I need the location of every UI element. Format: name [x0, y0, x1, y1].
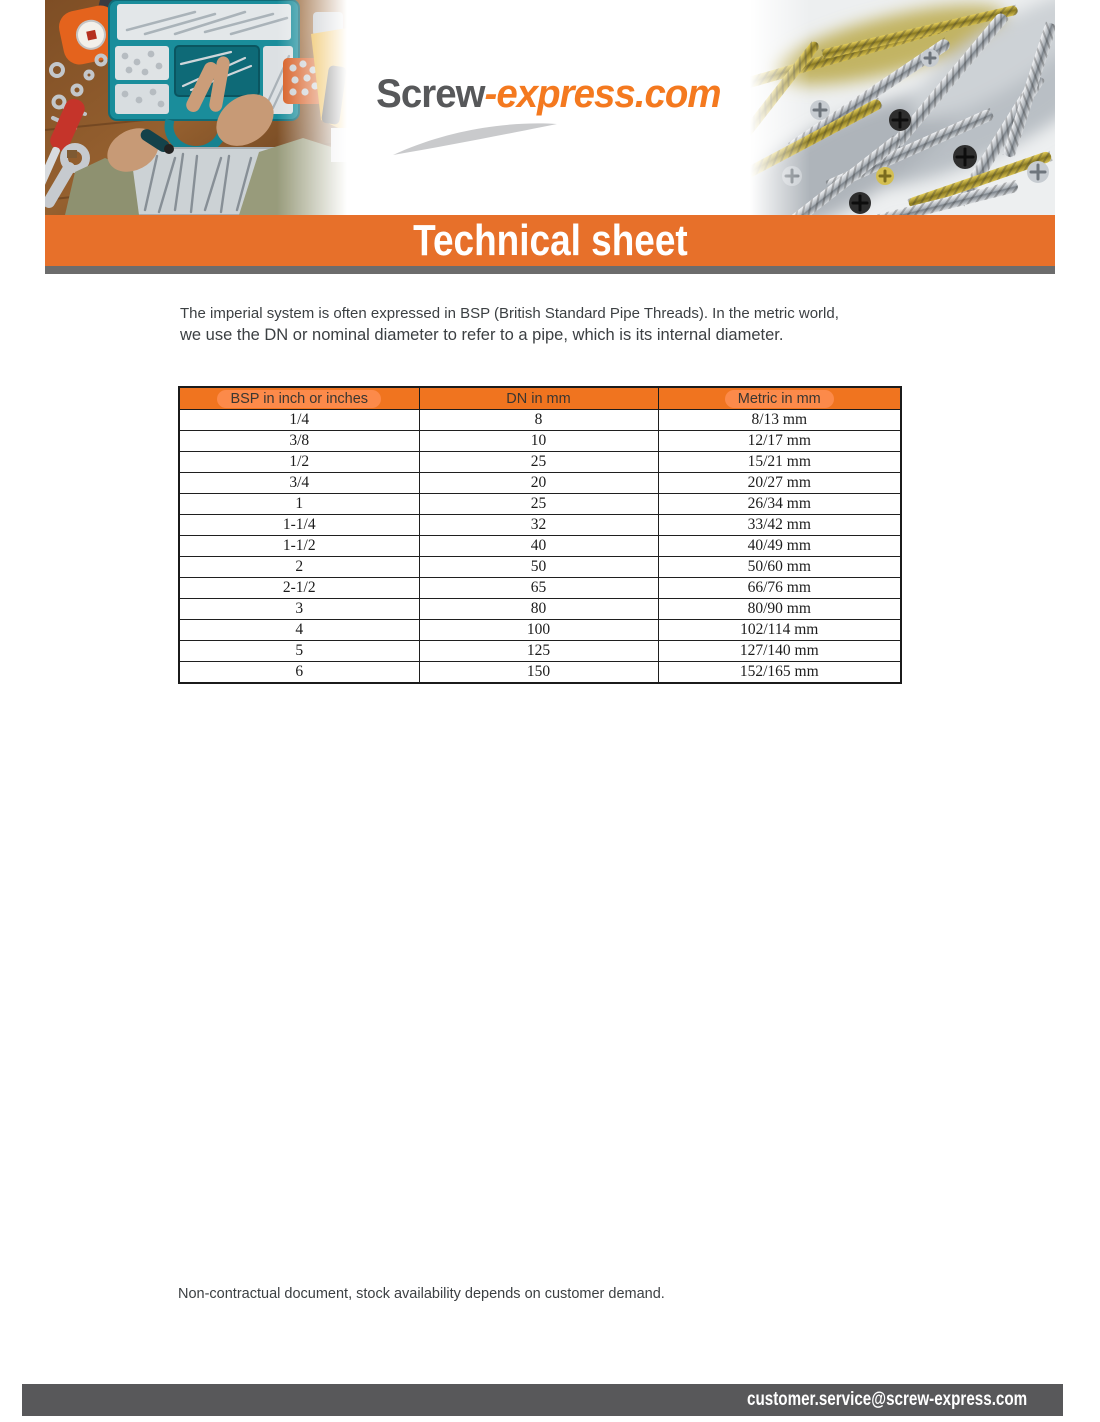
cell-bsp: 1/4 — [179, 410, 419, 431]
screws-pile-photo — [750, 0, 1055, 215]
cell-dn: 80 — [419, 599, 658, 620]
cell-bsp: 3/4 — [179, 473, 419, 494]
customer-service-email: customer.service@screw-express.com — [746, 1389, 1027, 1410]
cell-dn: 8 — [419, 410, 658, 431]
conversion-table — [178, 386, 902, 684]
disclaimer-note: Non-contractual document, stock availability depends on customer demand. — [178, 1286, 665, 1302]
cell-bsp: 5 — [179, 641, 419, 662]
cell-metric: 152/165 mm — [658, 662, 901, 684]
cell-metric: 50/60 mm — [658, 557, 901, 578]
cell-metric: 66/76 mm — [658, 578, 901, 599]
intro-paragraph — [180, 304, 839, 347]
table-row — [179, 515, 901, 536]
cell-metric: 15/21 mm — [658, 452, 901, 473]
cell-dn: 100 — [419, 620, 658, 641]
table-row — [179, 557, 901, 578]
table-row — [179, 578, 901, 599]
cell-dn: 20 — [419, 473, 658, 494]
logo-primary-text: Screw — [376, 72, 485, 116]
cell-metric: 12/17 mm — [658, 431, 901, 452]
cell-dn: 25 — [419, 452, 658, 473]
table-row — [179, 662, 901, 684]
logo-secondary-text: -express.com — [484, 72, 721, 116]
banner-shadow-bar — [45, 266, 1055, 274]
logo-zone — [347, 0, 750, 215]
table-row — [179, 599, 901, 620]
header-bsp-label: BSP in inch or inches — [217, 390, 381, 408]
footer-email-bar — [22, 1384, 1063, 1416]
cell-metric: 40/49 mm — [658, 536, 901, 557]
cell-metric: 80/90 mm — [658, 599, 901, 620]
table-row — [179, 473, 901, 494]
table-row — [179, 641, 901, 662]
table-row — [179, 431, 901, 452]
cell-bsp: 1-1/4 — [179, 515, 419, 536]
cell-bsp: 1/2 — [179, 452, 419, 473]
cell-dn: 25 — [419, 494, 658, 515]
cell-metric: 33/42 mm — [658, 515, 901, 536]
header-metric — [658, 387, 901, 410]
table-header-row — [179, 387, 901, 410]
cell-metric: 102/114 mm — [658, 620, 901, 641]
cell-bsp: 3/8 — [179, 431, 419, 452]
intro-line-2: we use the DN or nominal diameter to refer to a pipe, which is its internal diameter. — [180, 326, 784, 344]
cell-dn: 150 — [419, 662, 658, 684]
cell-metric: 8/13 mm — [658, 410, 901, 431]
cell-dn: 125 — [419, 641, 658, 662]
page-title: Technical sheet — [412, 215, 688, 265]
cell-bsp: 4 — [179, 620, 419, 641]
cell-bsp: 1 — [179, 494, 419, 515]
title-banner — [45, 215, 1055, 266]
workbench-photo — [45, 0, 347, 215]
cell-bsp: 3 — [179, 599, 419, 620]
cell-metric: 26/34 mm — [658, 494, 901, 515]
cell-dn: 32 — [419, 515, 658, 536]
cell-metric: 20/27 mm — [658, 473, 901, 494]
brand-logo — [376, 72, 720, 117]
cell-bsp: 6 — [179, 662, 419, 684]
intro-line-1: The imperial system is often expressed in BSP (British Standard Pipe Threads). In the metric world, — [180, 305, 839, 322]
header-bsp — [179, 387, 419, 410]
cell-dn: 40 — [419, 536, 658, 557]
cell-dn: 50 — [419, 557, 658, 578]
table-row — [179, 452, 901, 473]
cell-bsp: 2 — [179, 557, 419, 578]
header-dn — [419, 387, 658, 410]
table-row — [179, 494, 901, 515]
table-row — [179, 620, 901, 641]
table-row — [179, 410, 901, 431]
cell-metric: 127/140 mm — [658, 641, 901, 662]
cell-bsp: 1-1/2 — [179, 536, 419, 557]
cell-dn: 10 — [419, 431, 658, 452]
table-row — [179, 536, 901, 557]
header-dn-label: DN in mm — [506, 390, 571, 407]
cell-bsp: 2-1/2 — [179, 578, 419, 599]
logo-swoosh — [389, 118, 559, 160]
header-metric-label: Metric in mm — [725, 390, 834, 408]
cell-dn: 65 — [419, 578, 658, 599]
